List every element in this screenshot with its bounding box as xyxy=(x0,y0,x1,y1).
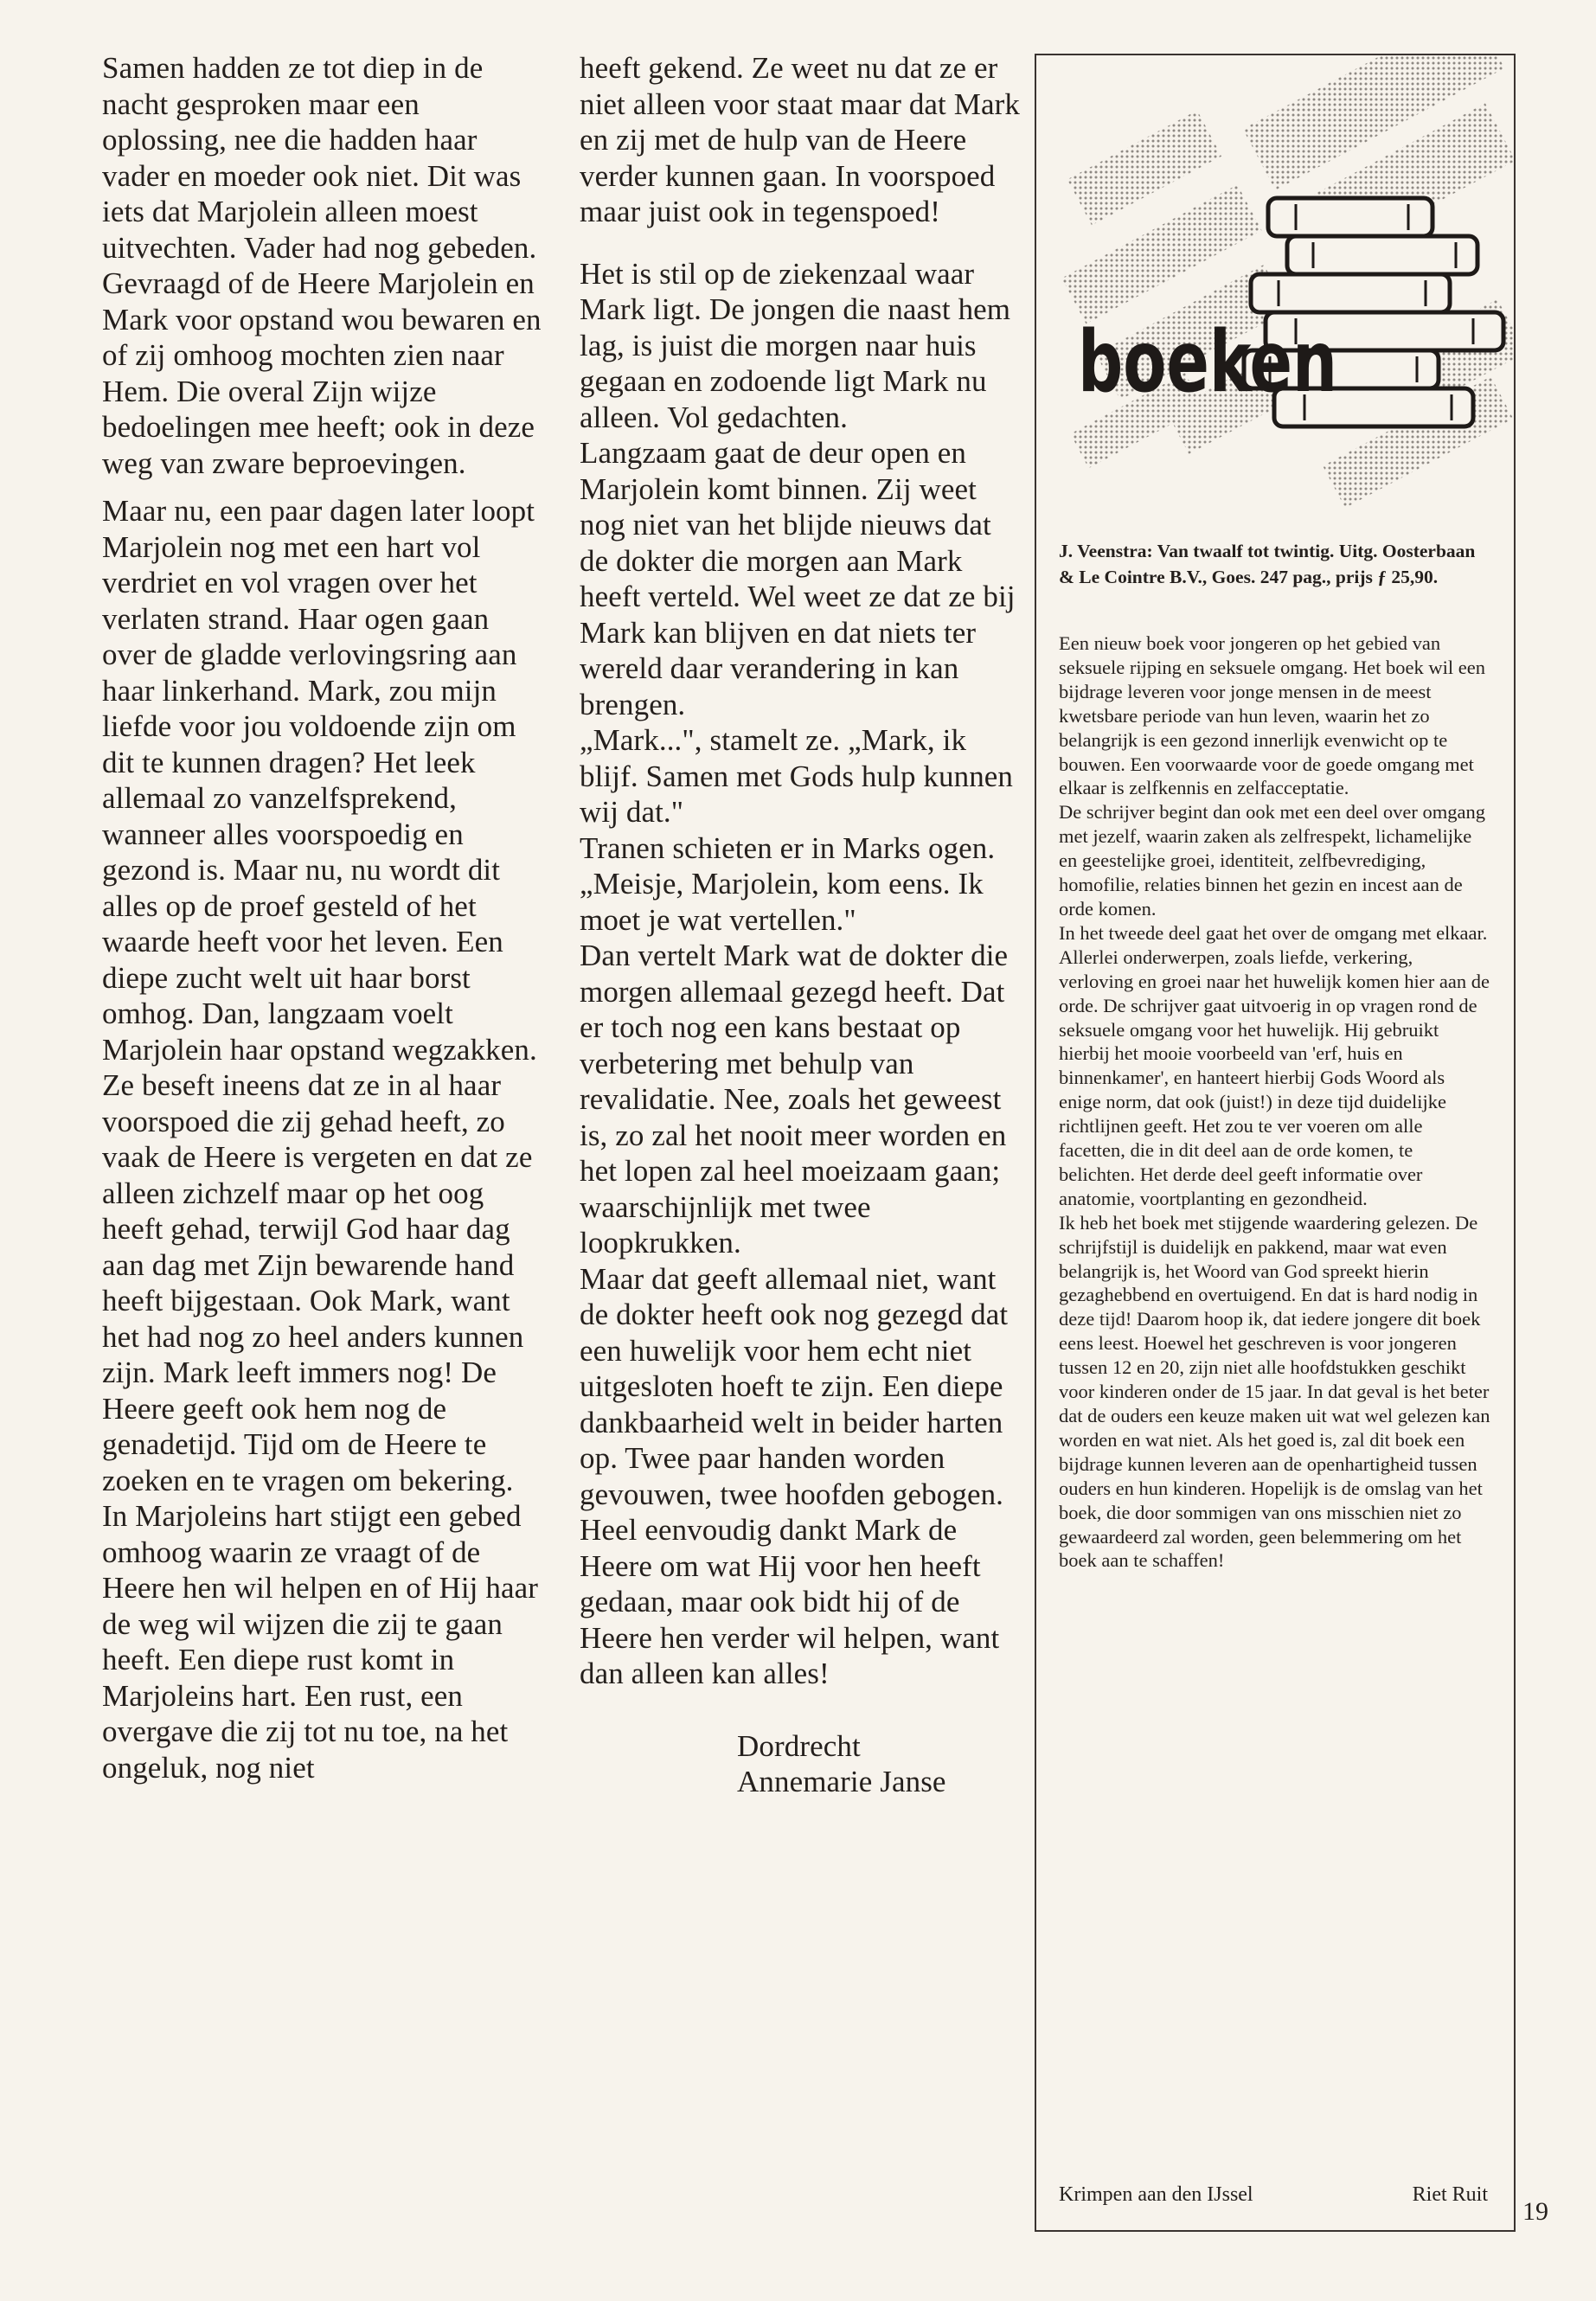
story-paragraph: Dan vertelt Mark wat de dokter die morgen allemaal gezegd heeft. Dat er toch nog een kans bestaat op verbetering met behulp van revalidatie. Nee, zoals het geweest is, zo zal het nooit meer worden en het lopen zal heel moeizaam gaan; waarschijnlijk met twee loopkrukken. xyxy=(580,939,1009,1259)
story-signature-name: Annemarie Janse xyxy=(737,1764,946,1798)
boeken-logo xyxy=(1036,55,1516,514)
story-signature-place: Dordrecht xyxy=(737,1728,861,1763)
page-number: 19 xyxy=(1522,2197,1548,2226)
story-paragraph: heeft gekend. Ze weet nu dat ze er niet alleen voor staat maar dat Mark en zij met de hulp van de Heere verder kunnen gaan. In voorspoed maar juist ook in tegenspoed! xyxy=(580,51,1020,228)
review-body xyxy=(1059,631,1491,1573)
story-paragraph: Langzaam gaat de deur open en Marjolein komt binnen. Zij weet nog niet van het blijde nieuws dat de dokter die morgen aan Mark heeft verteld. Wel weet ze dat ze bij Mark kan blijven en dat niets ter wereld daar verandering in kan brengen. xyxy=(580,436,1016,721)
story-paragraph: Tranen schieten er in Marks ogen. „Meisje, Marjolein, kom eens. Ik moet je wat vertellen." xyxy=(580,830,996,937)
story-paragraph: Maar nu, een paar dagen later loopt Marjolein nog met een hart vol verdriet en vol vragen over het verlaten strand. Haar ogen gaan over de gladde verlovingsring aan haar linkerhand. Mark, zou mijn liefde voor jou voldoende zijn om dit te kunnen dragen? Het leek allemaal zo vanzelfsprekend, wanneer alles voorspoedig en gezond is. Maar nu, nu wordt dit alles op de proef gesteld of het waarde heeft voor het leven. Een diepe zucht welt uit haar borst omhog. Dan, langzaam voelt Marjolein haar opstand wegzakken. Ze beseft ineens dat ze in al haar voorspoed die zij gehad heeft, zo vaak de Heere is vergeten en dat ze alleen zichzelf maar op het oog heeft gehad, terwijl God haar dag aan dag met Zijn bewarende hand heeft bijgestaan. Ook Mark, want het had nog zo heel anders kunnen zijn. Mark leeft immers nog! De Heere geeft ook hem nog de genadetijd. Tijd om de Heere te zoeken en te vragen om bekering. In Marjoleins hart stijgt een gebed omhoog waarin ze vraagt of de Heere hen wil helpen en of Hij haar de weg wil wijzen die zij te gaan heeft. Een diepe rust komt in Marjoleins hart. Een rust, een overgave die zij tot nu toe, na het ongeluk, nog niet xyxy=(102,494,538,1785)
book-review-box xyxy=(1035,54,1516,2232)
story-column-1 xyxy=(102,50,543,1785)
review-signature-name: Riet Ruit xyxy=(1412,2183,1488,2206)
boeken-logo-text: boeken xyxy=(1078,313,1337,412)
story-signature xyxy=(580,1728,1021,1799)
review-signature xyxy=(1059,2183,1488,2207)
story-paragraph: Samen hadden ze tot diep in de nacht gesproken maar een oplossing, nee die hadden haar vader en moeder ook niet. Dit was iets dat Marjolein alleen moest uitvechten. Vader had nog gebeden. Gevraagd of de Heere Marjolein en Mark voor opstand wou bewaren en of zij omhoog mochten zien naar Hem. Die overal Zijn wijze bedoelingen mee heeft; ook in deze weg van zware beproevingen. xyxy=(102,51,542,480)
story-paragraph: Heel eenvoudig dankt Mark de Heere om wat Hij voor hen heeft gedaan, maar ook bidt hij of de Heere hen verder wil helpen, want dan alleen kan alles! xyxy=(580,1513,1000,1690)
story-paragraph: Het is stil op de ziekenzaal waar Mark ligt. De jongen die naast hem lag, is juist die morgen naar huis gegaan en zodoende ligt Mark nu alleen. Vol gedachten. xyxy=(580,256,1011,434)
review-paragraph: De schrijver begint dan ook met een deel over omgang met jezelf, waarin zaken als zelfrespekt, lichamelijke en geestelijke groei, identiteit, zelfbevrediging, homofilie, relaties binnen het gezin en incest aan de orde komen. xyxy=(1059,801,1485,920)
review-paragraph: Een nieuw boek voor jongeren op het gebied van seksuele rijping en seksuele omgang. Het boek wil een bijdrage leveren voor jonge mensen in de meest kwetsbare periode van hun leven, waarin het zo belangrijk is een gezond innerlijk evenwicht op te bouwen. Een voorwaarde voor de goede omgang met elkaar is zelfkennis en zelfacceptatie. xyxy=(1059,632,1485,799)
story-column-2 xyxy=(580,50,1021,1799)
story-paragraph: „Mark...", stamelt ze. „Mark, ik blijf. Samen met Gods hulp kunnen wij dat." xyxy=(580,723,1014,829)
review-paragraph: Ik heb het boek met stijgende waardering gelezen. De schrijfstijl is duidelijk en pakkend, maar wat even belangrijk is, het Woord van God spreekt hierin gezaghebbend en overtuigend. En dat is hard nodig in deze tijd! Daarom hoop ik, dat iedere jongere dit boek eens leest. Hoewel het geschreven is voor jongeren tussen 12 en 20, zijn niet alle hoofdstukken geschikt voor kinderen onder de 15 jaar. In dat geval is het beter dat de ouders een keuze maken uit wat wel gelezen kan worden en wat niet. Als het goed is, zal dit boek een bijdrage kunnen leveren aan de openhartigheid tussen ouders en hun kinderen. Hopelijk is de omslag van het boek, die door sommigen van ons misschien niet zo gewaardeerd zal worden, geen belemmering om het boek aan te schaffen! xyxy=(1059,1211,1490,1572)
book-bibliography: J. Veenstra: Van twaalf tot twintig. Uitg. Oosterbaan & Le Cointre B.V., Goes. 247 pag., prijs ƒ 25,90. xyxy=(1059,541,1476,587)
review-signature-place: Krimpen aan den IJssel xyxy=(1059,2183,1253,2206)
story-paragraph: Maar dat geeft allemaal niet, want de dokter heeft ook nog gezegd dat een huwelijk voor hem echt niet uitgesloten hoeft te zijn. Een diepe dankbaarheid welt in beider harten op. Twee paar handen worden gevouwen, twee hoofden gebogen. xyxy=(580,1261,1009,1511)
review-paragraph: In het tweede deel gaat het over de omgang met elkaar. Allerlei onderwerpen, zoals liefde, verkering, verloving en groei naar het huwelijk komen hier aan de orde. De schrijver gaat uitvoerig in op vragen rond de seksuele omgang voor het huwelijk. Hij gebruikt hierbij het mooie voorbeeld van 'erf, huis en binnenkamer', en hanteert hierbij Gods Woord als enige norm, dat ook (juist!) in deze tijd duidelijke richtlijnen geeft. Het zou te ver voeren om alle facetten, die in dit deel aan de orde komen, te belichten. Het derde deel geeft informatie over anatomie, voortplanting en gezondheid. xyxy=(1059,921,1490,1209)
